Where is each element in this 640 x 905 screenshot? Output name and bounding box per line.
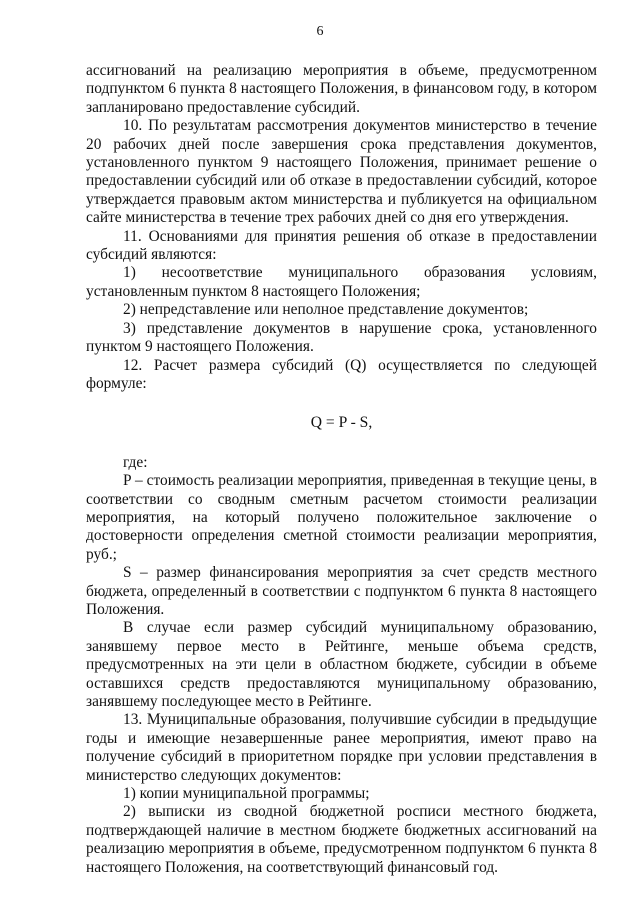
list-item-11-3: 3) представление документов в нарушение срока, установленного пунктом 9 настоящего Положения.	[86, 319, 597, 356]
list-item-11-1: 1) несоответствие муниципального образования условиям, установленным пунктом 8 настоящего Положения;	[86, 264, 597, 300]
paragraph-item-12: 12. Расчет размера субсидий (Q) осуществляется по следующей формуле:	[86, 356, 597, 392]
page-number: 6	[316, 24, 324, 39]
paragraph-item-11: 11. Основаниями для принятия решения об отказе в предоставлении субсидий являются:	[86, 227, 597, 264]
definition-p: P – стоимость реализации мероприятия, приведенная в текущие цены, в соответствии со сводным сметным расчетом стоимости реализации мероприятия, на который получено положительное заключение о достоверности определения сметной стоимости реализации мероприятия, руб.;	[86, 472, 597, 563]
paragraph-item-13: 13. Муниципальные образования, получившие субсидии в предыдущие годы и имеющие незавершенные ранее мероприятия, имеют право на получение субсидий в приоритетном порядке при условии представления в министерство следующих документов:	[86, 711, 597, 784]
list-item-13-2: 2) выписки из сводной бюджетной росписи местного бюджета, подтверждающей наличие в местном бюджете бюджетных ассигнований на реализацию мероприятия в объеме, предусмотренном подпунктом 6 пункта 8 настоящего Положения, на соответствующий финансовый год.	[86, 803, 597, 876]
list-item-13-1: 1) копии муниципальной программы;	[123, 785, 370, 803]
paragraph-remaining-funds: В случае если размер субсидий муниципальному образованию, занявшему первое место в Рейтинге, меньше объема средств, предусмотренных на эти цели в областном бюджете, субсидии в объеме оставшихся средств предоставляются муниципальному образованию, занявшему последующее место в Рейтинге.	[86, 619, 597, 710]
paragraph-item-10: 10. По результатам рассмотрения документов министерство в течение 20 рабочих дней после завершения срока представления документов, установленного пунктом 9 настоящего Положения, принимает решение о предоставлении субсидий или об отказе в предоставлении субсидий, которое утверждается правовым актом министерства и публикуется на официальном сайте министерства в течение трех рабочих дней со дня его утверждения.	[86, 117, 597, 227]
paragraph-continuation: ассигнований на реализацию мероприятия в объеме, предусмотренном подпунктом 6 пункта 8 настоящего Положения, в финансовом году, в котором запланировано предоставление субсидий.	[86, 62, 597, 116]
list-item-11-2: 2) непредставление или неполное представление документов;	[123, 301, 529, 319]
where-label: где:	[123, 453, 148, 471]
subsidy-formula: Q = P - S,	[310, 414, 373, 432]
document-body	[86, 62, 597, 877]
definition-s: S – размер финансирования мероприятия за счет средств местного бюджета, определенный в соответствии с подпунктом 6 пункта 8 настоящего Положения.	[86, 564, 597, 618]
